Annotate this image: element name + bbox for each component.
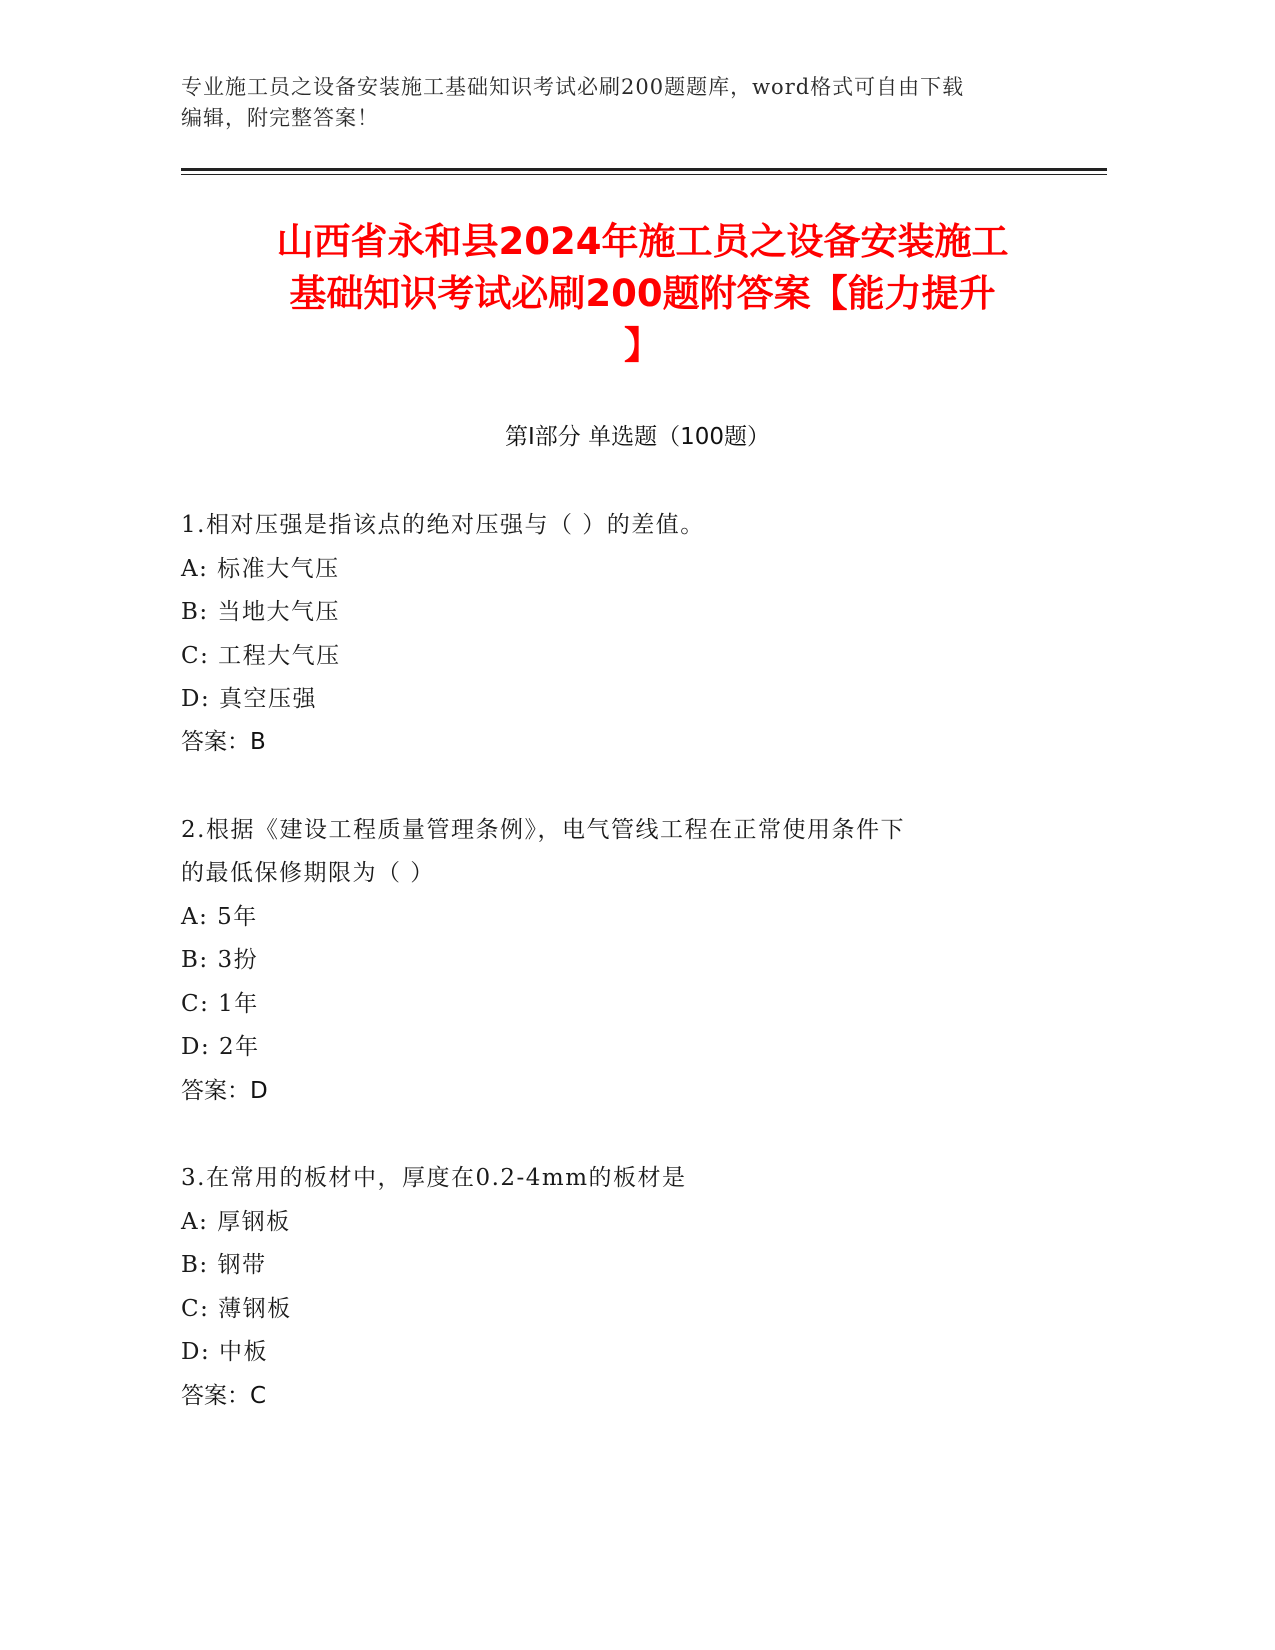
header-divider-thick	[181, 168, 1107, 171]
document-title-line-2: 基础知识考试必刷200题附答案【能力提升	[289, 272, 996, 315]
question-2-answer: 答案：D	[181, 1078, 268, 1104]
question-3-answer: 答案：C	[181, 1383, 267, 1409]
question-1-answer: 答案：B	[181, 729, 266, 755]
question-3-option-a: A: 厚钢板	[181, 1209, 291, 1235]
header-divider-thin	[181, 174, 1107, 175]
question-2-option-a: A: 5年	[181, 904, 258, 930]
question-2-option-c: C: 1年	[181, 991, 259, 1017]
question-3-option-c: C: 薄钢板	[181, 1296, 292, 1322]
header-note-line-1: 专业施工员之设备安装施工基础知识考试必刷200题题库，word格式可自由下载	[181, 75, 965, 99]
question-2-stem-line-2: 的最低保修期限为（ ）	[181, 860, 435, 886]
header-note	[181, 72, 1081, 134]
question-2-option-b: B: 3扮	[181, 947, 259, 973]
question-2-option-d: D: 2年	[181, 1034, 260, 1060]
question-1-option-a: A: 标准大气压	[181, 556, 340, 582]
question-3-option-b: B: 钢带	[181, 1252, 267, 1278]
document-title-line-1: 山西省永和县2024年施工员之设备安装施工	[276, 220, 1009, 263]
section-heading: 第I部分 单选题（100题）	[505, 424, 770, 450]
document-title-line-3: 】	[624, 324, 661, 367]
question-1-option-b: B: 当地大气压	[181, 599, 340, 625]
question-3-stem: 3.在常用的板材中，厚度在0.2-4mm的板材是	[181, 1165, 687, 1191]
question-1-option-d: D: 真空压强	[181, 686, 318, 712]
question-3-option-d: D: 中板	[181, 1339, 269, 1365]
question-2-stem-line-1: 2.根据《建设工程质量管理条例》，电气管线工程在正常使用条件下	[181, 817, 905, 843]
document-title	[150, 216, 1135, 372]
question-1-stem: 1.相对压强是指该点的绝对压强与（ ）的差值。	[181, 512, 705, 538]
header-note-line-2: 编辑，附完整答案！	[181, 106, 379, 130]
question-1-option-c: C: 工程大气压	[181, 643, 341, 669]
